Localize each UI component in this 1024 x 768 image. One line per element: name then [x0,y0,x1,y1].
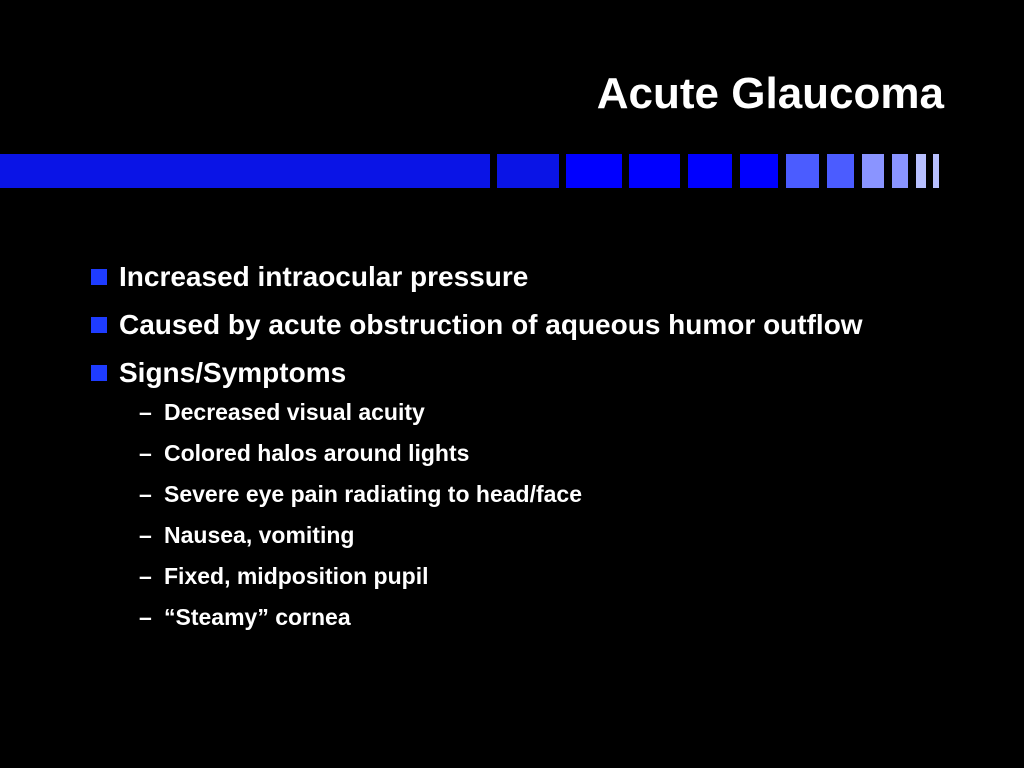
bullet-list [88,258,928,644]
sub-bullet-list [88,398,928,632]
bullet-item [88,354,928,391]
square-bullet-icon [91,269,107,285]
bar-segment [892,154,908,188]
sub-bullet-item [88,439,928,468]
sub-bullet-item [88,603,928,632]
dash-marker: – [139,522,152,548]
bullet-item [88,258,928,295]
slide-title: Acute Glaucoma [596,69,944,118]
bar-segment [862,154,884,188]
sub-bullet-text: Fixed, midposition pupil [164,563,429,589]
sub-bullet-text: Severe eye pain radiating to head/face [164,481,582,507]
bullet-text: Signs/Symptoms [119,357,347,388]
square-bullet-icon [91,365,107,381]
dash-marker: – [139,399,152,425]
bar-segment [786,154,819,188]
sub-bullet-item [88,398,928,427]
sub-bullet-text: “Steamy” cornea [164,604,351,630]
dash-marker: – [139,604,152,630]
bar-segment [629,154,680,188]
bar-segment [0,154,490,188]
decorative-bar [0,154,1024,188]
dash-marker: – [139,481,152,507]
sub-bullet-item [88,521,928,550]
bullet-item [88,306,928,343]
sub-bullet-text: Colored halos around lights [164,440,470,466]
square-bullet-icon [91,317,107,333]
dash-marker: – [139,563,152,589]
bullet-text: Increased intraocular pressure [119,261,529,292]
sub-bullet-item [88,562,928,591]
sub-bullet-text: Nausea, vomiting [164,522,355,548]
sub-bullet-text: Decreased visual acuity [164,399,425,425]
bar-segment [740,154,778,188]
bar-segment [827,154,854,188]
bar-segment [916,154,926,188]
bar-segment [688,154,732,188]
bar-segment [933,154,939,188]
sub-bullet-item [88,480,928,509]
bar-segment [566,154,622,188]
bar-segment [497,154,559,188]
dash-marker: – [139,440,152,466]
bullet-text: Caused by acute obstruction of aqueous humor outflow [119,309,863,340]
